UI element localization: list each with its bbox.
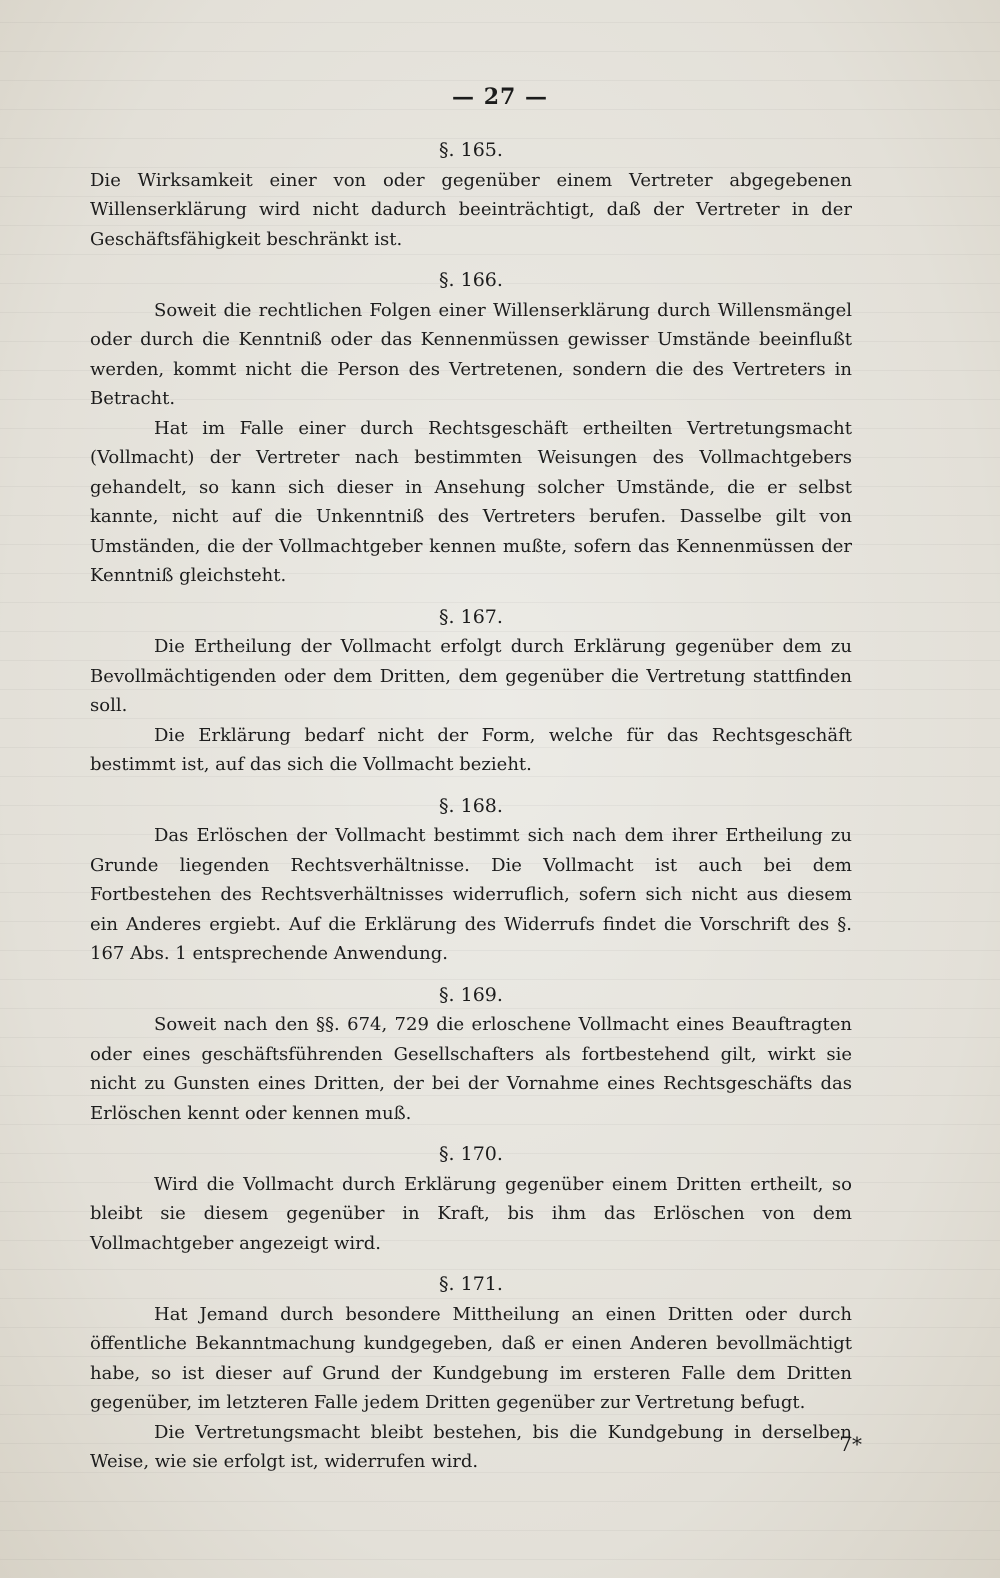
section-title: §. 167.: [439, 605, 503, 628]
section-165: [90, 136, 852, 254]
section-title: §. 165.: [439, 139, 503, 161]
sheet-signature-mark: 7*: [839, 1432, 862, 1456]
paragraph: Die Vertretungsmacht bleibt bestehen, bis die Kundgebung in derselben Weise, wie sie erfolgt ist, widerrufen wird.: [90, 1421, 852, 1472]
paragraph: Soweit nach den §§. 674, 729 die erloschene Vollmacht eines Beauftragten oder eines geschäftsführenden Gesellschafters als fortbestehend gilt, wirkt sie nicht zu Gunsten eines Dritten, der bei der Vornahme eines Rechtsgeschäfts das Erlöschen kennt oder kennen muß.: [90, 1014, 852, 1124]
section-title: §. 169.: [439, 983, 503, 1006]
section-title: §. 171.: [439, 1273, 503, 1295]
paragraph: Die Ertheilung der Vollmacht erfolgt durch Erklärung gegenüber dem zu Bevollmächtigenden oder dem Dritten, dem gegenüber die Vertretung stattfinden soll.: [90, 636, 852, 716]
section-title: §. 170.: [439, 1143, 503, 1165]
section-170: [90, 1140, 852, 1258]
section-title: §. 168.: [439, 794, 503, 817]
paragraph: Hat im Falle einer durch Rechtsgeschäft ertheilten Vertretungsmacht (Vollmacht) der Vertreter nach bestimmten Weisungen des Vollmachtgebers gehandelt, so kann sich dieser in Ansehung solcher Umstände, die er selbst kannte, nicht auf die Unkenntniß des Vertreters berufen. Dasselbe gilt von Umständen, die der Vollmachtgeber kennen mußte, sofern das Kennenmüssen der Kenntniß gleichsteht.: [90, 417, 852, 586]
section-title: §. 166.: [439, 269, 503, 291]
paragraph: Die Wirksamkeit einer von oder gegenüber einem Vertreter abgegebenen Willenserklärung wird nicht dadurch beeinträchtigt, daß der Vertreter in der Geschäftsfähigkeit beschränkt ist.: [90, 169, 852, 250]
section-171: [90, 1270, 852, 1477]
paragraph: Die Erklärung bedarf nicht der Form, welche für das Rechtsgeschäft bestimmt ist, auf das sich die Vollmacht bezieht.: [90, 724, 852, 775]
section-167: [90, 603, 852, 780]
body-text: [90, 136, 852, 1489]
paragraph: Soweit die rechtlichen Folgen einer Willenserklärung durch Willensmängel oder durch die Kenntniß oder das Kennenmüssen gewisser Umstände beeinflußt werden, kommt nicht die Person des Vertretenen, sondern die des Vertreters in Betracht.: [90, 299, 852, 409]
paragraph: Das Erlöschen der Vollmacht bestimmt sich nach dem ihrer Ertheilung zu Grunde liegenden Rechtsverhältnisse. Die Vollmacht ist auch bei dem Fortbestehen des Rechtsverhältnisses widerruflich, sofern sich nicht aus diesem ein Anderes ergiebt. Auf die Erklärung des Widerrufs findet die Vorschrift des §. 167 Abs. 1 entsprechende Anwendung.: [90, 825, 852, 964]
page-number-header: — 27 —: [452, 84, 548, 110]
paragraph: Hat Jemand durch besondere Mittheilung an einen Dritten oder durch öffentliche Bekanntmachung kundgegeben, daß er einen Anderen bevollmächtigt habe, so ist dieser auf Grund der Kundgebung im ersteren Falle dem Dritten gegenüber, im letzteren Falle jedem Dritten gegenüber zur Vertretung befugt.: [90, 1303, 852, 1413]
paragraph: Wird die Vollmacht durch Erklärung gegenüber einem Dritten ertheilt, so bleibt sie diesem gegenüber in Kraft, bis ihm das Erlöschen von dem Vollmachtgeber angezeigt wird.: [90, 1173, 852, 1254]
section-166: [90, 266, 852, 591]
section-169: [90, 981, 852, 1129]
section-168: [90, 792, 852, 969]
